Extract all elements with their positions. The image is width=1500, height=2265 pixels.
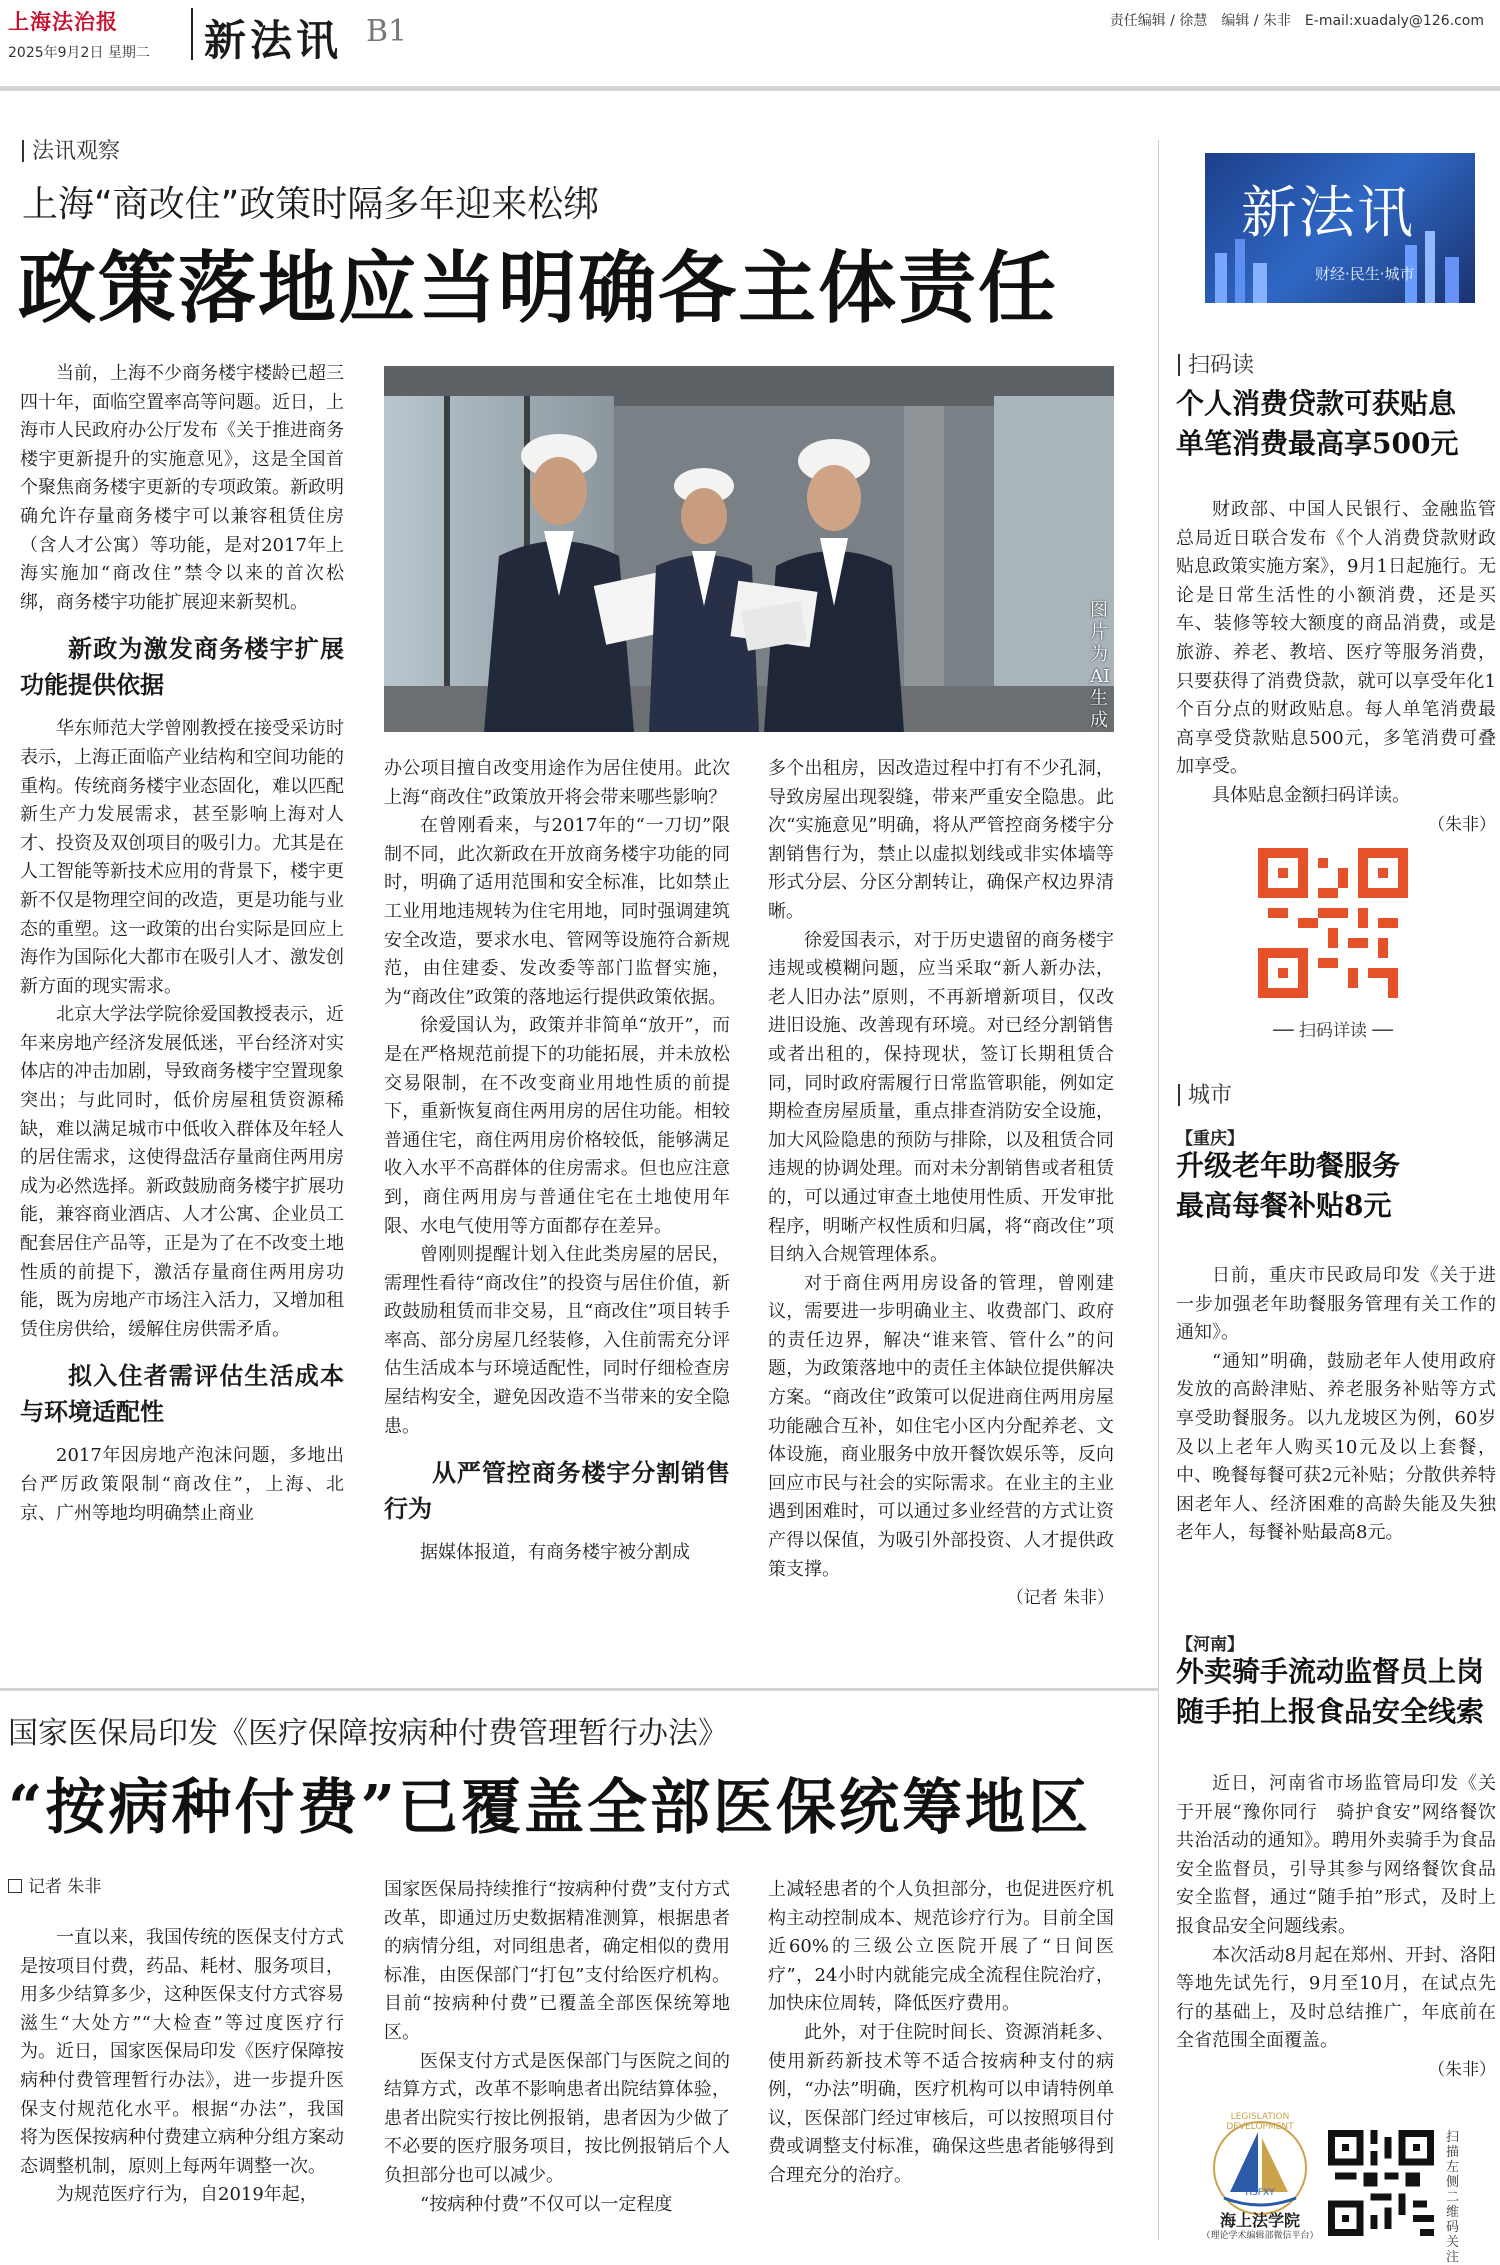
newspaper-logo: 上海法治报	[8, 9, 118, 34]
banner-title: 新法讯	[1241, 181, 1415, 246]
issue-date: 2025年9月2日 星期二	[8, 45, 150, 61]
scan-kicker	[1178, 348, 1254, 379]
sidebar-divider	[1158, 140, 1159, 2240]
article1-col2-paragraph: 曾刚则提醒计划入住此类房屋的居民，需理性看待“商改住”的投资与居住价值，新政鼓励租赁而非交易，且“商改住”项目转手率高、部分房屋几经装修，入住前需充分评估生活成本与环境适配性，同时仔细检查房屋结构安全，避免因改造不当带来的安全隐患。	[384, 1244, 730, 1437]
kicker-rule	[1178, 354, 1180, 376]
logo-ring-text: LEGISLATION DEVELOPMENT	[1226, 2112, 1294, 2132]
article2-divider	[0, 1688, 1158, 1691]
scan-headline	[1176, 384, 1496, 464]
qr-caption-text: 扫码详读	[1299, 1021, 1367, 1041]
article2-col2-paragraph: 医保支付方式是医保部门与医院之间的结算方式，改革不影响患者出院结算体验，患者出院实行按比例报销，患者因为少做了不必要的医疗服务项目，按比例报销后个人负担部分也可以减少。	[384, 2050, 730, 2186]
qr-code-icon	[1258, 848, 1408, 998]
article1-subtitle-1: 新政为激发商务楼宇扩展功能提供依据	[20, 635, 344, 700]
city-headline-1-line2: 最高每餐补贴8元	[1176, 1189, 1392, 1222]
article2-col1-paragraph: 为规范医疗行为，自2019年起，	[56, 2184, 318, 2206]
city-headline-1	[1176, 1146, 1496, 1226]
city-tag-henan: 【河南】	[1176, 1635, 1244, 1655]
article1-headline: 政策落地应当明确各主体责任	[18, 243, 1059, 334]
photo-caption: 图片为AI生成	[1090, 600, 1111, 731]
article1-col2-paragraph: 据媒体报道，有商务楼宇被分割成	[420, 1542, 690, 1564]
kicker-rule	[1178, 1084, 1180, 1106]
footer-qr-caption: 扫描左侧二维码关注	[1446, 2130, 1460, 2265]
qr-code-icon	[1328, 2130, 1434, 2236]
article1-col3-paragraph: 对于商住两用房设备的管理，曾刚建议，需要进一步明确业主、收费部门、政府的责任边界，解决“谁来管、管什么”的问题，为政策落地中的责任主体缺位提供解决方案。“商改住”政策可以促进商住两用房屋功能融合互补，如住宅小区内分配养老、文体设施，商业服务中放开餐饮娱乐等，反向回应市民与社会的实际需求。在业主的主业遇到困难时，可以通过多业经营的方式让资产得以保值，为吸引外部投资、人才提供政策支撑。	[768, 1272, 1114, 1580]
city-paragraph: 日前，重庆市民政局印发《关于进一步加强老年助餐服务管理有关工作的通知》。	[1176, 1265, 1496, 1344]
article2-col1-paragraph: 一直以来，我国传统的医保支付方式是按项目付费，药品、耗材、服务项目，用多少结算多少，这种医保支付方式容易滋生“大处方”“大检查”等过度医疗行为。近日，国家医保局印发《医疗保障按病种付费管理暂行办法》，进一步提升医保支付规范化水平。根据“办法”，我国将为医保按病种付费建立病种分组方案动态调整机制，原则上每两年调整一次。	[20, 1927, 344, 2177]
city-headline-1-line1: 升级老年助餐服务	[1176, 1149, 1401, 1182]
city-paragraph: 本次活动8月起在郑州、开封、洛阳等地先试先行，9月至10月，在试点先行的基础上，及时总结推广，年底前在全省范围全面覆盖。	[1176, 1944, 1496, 2052]
article1-subtitle-3: 从严管控商务楼宇分割销售行为	[384, 1459, 730, 1524]
logo-abbr: HSFXY	[1245, 2188, 1275, 2198]
city-headline-2	[1176, 1652, 1496, 1732]
editor-credits: 责任编辑 / 徐慧 编辑 / 朱非 E-mail:xuadaly@126.com	[1109, 13, 1484, 29]
article1-column-1	[20, 360, 344, 1528]
article1-column-3	[768, 755, 1114, 1613]
article2-byline	[8, 1872, 101, 1897]
section-banner	[1205, 153, 1475, 303]
qr-caption: ── 扫码详读 ──	[1273, 1021, 1393, 1041]
scan-headline-line1: 个人消费贷款可获贴息	[1176, 387, 1457, 420]
scan-kicker-text: 扫码读	[1188, 353, 1255, 378]
city-headline-2-line2: 随手拍上报食品安全线索	[1176, 1695, 1485, 1728]
logo-subtitle: （理论学术编辑部微信平台）	[1201, 2231, 1319, 2241]
article2-column-1	[20, 1924, 344, 2210]
city-kicker	[1178, 1078, 1232, 1109]
article1-col1-paragraph: 华东师范大学曾刚教授在接受采访时表示，上海正面临产业结构和空间功能的重构。传统商务楼宇业态固化，难以匹配新生产力发展需求，甚至影响上海对人才、投资及双创项目的吸引力。尤其是在人工智能等新技术应用的背景下，楼宇更新不仅是物理空间的改造，更是功能与业态的重塑。这一政策的出台实际是回应上海作为国际化大都市在吸引人才、激发创新方面的现实需求。	[20, 718, 344, 997]
article2-col3-paragraph: 上减轻患者的个人负担部分，也促进医疗机构主动控制成本、规范诊疗行为。目前全国近60%的三级公立医院开展了“日间医疗”，24小时内就能完成全流程住院治疗，加快床位周转，降低医疗费用。	[768, 1879, 1114, 2015]
kicker-rule	[22, 140, 24, 162]
article1-intro: 当前，上海不少商务楼宇楼龄已超三四十年，面临空置率高等问题。近日，上海市人民政府办公厅发布《关于推进商务楼宇更新提升的实施意见》，这是全国首个聚焦商务楼宇更新的专项政策。新政明确允许存量商务楼宇可以兼容租赁住房（含人才公寓）等功能，是对2017年上海实施加“商改住”禁令以来的首次松绑，商务楼宇功能扩展迎来新契机。	[20, 363, 344, 613]
article1-col2-paragraph: 办公项目擅自改变用途作为居住使用。此次上海“商改住”政策放开将会带来哪些影响？	[384, 758, 730, 808]
article1-subhead: 上海“商改住”政策时隔多年迎来松绑	[22, 184, 600, 225]
scan-headline-line2: 单笔消费最高享500元	[1176, 427, 1459, 460]
scan-body	[1176, 496, 1496, 839]
article1-col1-paragraph: 2017年因房地产泡沫问题，多地出台严厉政策限制“商改住”，上海、北京、广州等地均明确禁止商业	[20, 1445, 344, 1524]
city-headline-2-line1: 外卖骑手流动监督员上岗	[1176, 1655, 1485, 1688]
city-byline: （朱非）	[1428, 2059, 1496, 2080]
masthead-rule	[0, 86, 1500, 91]
article1-byline: （记者 朱非）	[1006, 1588, 1114, 1609]
article2-col3-paragraph: 此外，对于住院时间长、资源消耗多、使用新药新技术等不适合按病种支付的病例，“办法”明确，医疗机构可以申请特例单议，医保部门经过审核后，可以按照项目付费或调整支付标准，确保这些患者能够得到合理充分的治疗。	[768, 2021, 1114, 2186]
article2-headline: “按病种付费”已覆盖全部医保统筹地区	[8, 1773, 1092, 1843]
scan-byline: （朱非）	[1428, 814, 1496, 835]
logo-name: 海上法学院	[1219, 2211, 1300, 2230]
byline-square-icon	[8, 1879, 22, 1893]
section-name: 新法讯	[204, 16, 343, 65]
city-body-1	[1176, 1262, 1496, 1548]
construction-site-photo	[384, 366, 1114, 732]
city-body-2	[1176, 1770, 1496, 2085]
article1-col1-paragraph: 北京大学法学院徐爱国教授表示，近年来房地产经济发展低迷，平台经济对实体店的冲击加剧，导致商务楼宇空置现象突出；与此同时，低价房屋租赁资源稀缺，难以满足城市中低收入群体及年轻人的居住需求，这使得盘活存量商住两用房成为必然选择。新政鼓励商务楼宇扩展功能，兼容商业酒店、人才公寓、企业员工配套居住产品等，正是为了在不改变土地性质的前提下，激活存量商住两用房功能，既为房地产市场注入活力，又增加租赁住房供给，缓解住房供需矛盾。	[20, 1004, 344, 1340]
article1-kicker	[22, 134, 120, 165]
article1-subtitle-2: 拟入住者需评估生活成本与环境适配性	[20, 1362, 344, 1427]
article1-column-2	[384, 755, 730, 1568]
qr-code[interactable]	[1258, 848, 1408, 998]
masthead-divider	[191, 8, 193, 60]
scan-paragraph: 具体贴息金额扫码详读。	[1212, 784, 1410, 806]
article1-col3-paragraph: 徐爱国表示，对于历史遗留的商务楼宇违规或模糊问题，应当采取“新人新办法，老人旧办法”原则，不再新增新项目，仅改进旧设施、改善现有环境。对已经分割销售或者出租的，保持现状，签订长期租赁合同，同时政府需履行日常监管职能，例如定期检查房屋质量，重点排查消防安全设施，加大风险隐患的预防与排除，以及租赁合同违规的协调处理。而对未分割销售或者租赁的，可以通过审查土地使用性质、开发审批程序，明晰产权性质和归属，将“商改住”项目纳入合规管理体系。	[768, 929, 1114, 1266]
article2-col2-paragraph: 国家医保局持续推行“按病种付费”支付方式改革，即通过历史数据精准测算，根据患者的病情分组，对同组患者，确定相似的费用标准，由医保部门“打包”支付给医疗机构。目前“按病种付费”已覆盖全部医保统筹地区。	[384, 1879, 730, 2043]
city-tag-chongqing: 【重庆】	[1176, 1129, 1244, 1149]
article2-subhead: 国家医保局印发《医疗保障按病种付费管理暂行办法》	[8, 1716, 728, 1751]
article2-byline-text: 记者 朱非	[28, 1877, 102, 1897]
article2-col2-paragraph: “按病种付费”不仅可以一定程度	[420, 2193, 673, 2215]
city-paragraph: 近日，河南省市场监管局印发《关于开展“豫你同行 骑护食安”网络餐饮共治活动的通知》。聘用外卖骑手为食品安全监督员，引导其参与网络餐饮食品安全监督，通过“随手拍”形式，及时上报食品安全问题线索。	[1176, 1773, 1496, 1937]
city-kicker-text: 城市	[1188, 1083, 1233, 1108]
article1-col2-paragraph: 在曾刚看来，与2017年的“一刀切”限制不同，此次新政在开放商务楼宇功能的同时，明确了适用范围和安全标准，比如禁止工业用地违规转为住宅用地，同时强调建筑安全改造，要求水电、管网等设施符合新规范，由住建委、发改委等部门监督实施，为“商改住”政策的落地运行提供政策依据。	[384, 815, 730, 1008]
banner-tagline: 财经·民生·城市	[1315, 265, 1415, 283]
page-number: B1	[366, 14, 408, 49]
article2-column-2	[384, 1876, 730, 2219]
three-men-hardhats-illustration	[384, 366, 1114, 732]
article1-kicker-text: 法讯观察	[32, 139, 121, 164]
article1-col3-paragraph: 多个出租房，因改造过程中打有不少孔洞，导致房屋出现裂缝，带来严重安全隐患。此次“实施意见”明确，将从严管控商务楼宇分割销售行为，禁止以虚拟划线或非实体墙等形式分层、分区分割转让，确保产权边界清晰。	[768, 758, 1114, 922]
article2-column-3	[768, 1876, 1114, 2191]
article1-col2-paragraph: 徐爱国认为，政策并非简单“放开”，而是在严格规范前提下的功能拓展，并未放松交易限制，在不改变商业用地性质的前提下，重新恢复商住两用房的居住功能。相较普通住宅，商住两用房价格较低，能够满足收入水平不高群体的住房需求。但也应注意到，商住两用房与普通住宅在土地使用年限、水电气使用等方面都存在差异。	[384, 1015, 730, 1237]
scan-paragraph: 财政部、中国人民银行、金融监管总局近日联合发布《个人消费贷款财政贴息政策实施方案》，9月1日起施行。无论是日常生活性的小额消费，还是买车、装修等较大额度的商品消费，或是旅游、养老、教培、医疗等服务消费，只要获得了消费贷款，就可以享受年化1个百分点的财政贴息。每人单笔消费最高享受贷款贴息500元，多笔消费可叠加享受。	[1176, 499, 1496, 778]
law-school-logo	[1200, 2112, 1320, 2242]
footer-qr-code[interactable]	[1328, 2130, 1434, 2236]
city-paragraph: “通知”明确，鼓励老年人使用政府发放的高龄津贴、养老服务补贴等方式享受助餐服务。以九龙坡区为例，60岁及以上老年人购买10元及以上套餐，中、晚餐每餐可获2元补贴；分散供养特困老年人、经济困难的高龄失能及失独老年人，每餐补贴最高8元。	[1176, 1350, 1496, 1544]
